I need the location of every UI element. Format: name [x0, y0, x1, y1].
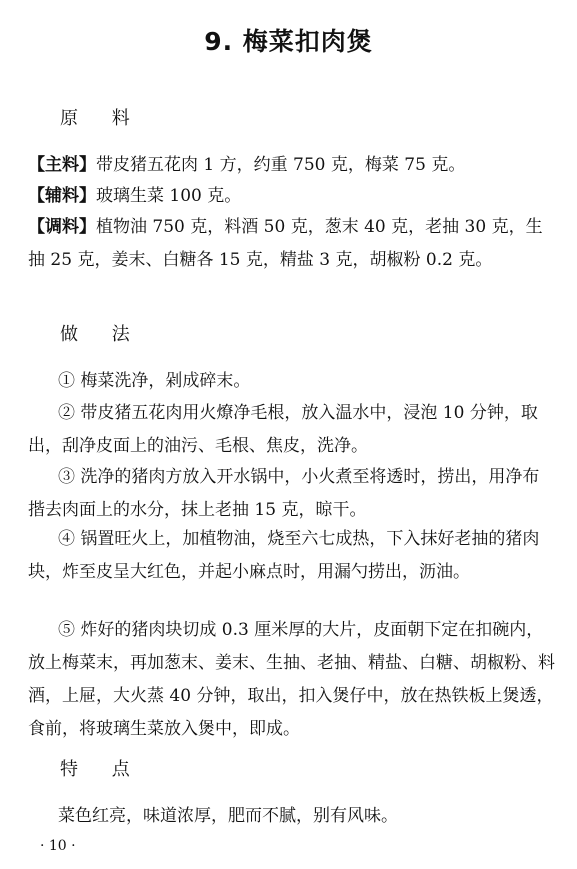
section-heading-method: 做 法: [60, 324, 144, 345]
ingredient-aux-text: 玻璃生菜 100 克。: [96, 186, 242, 206]
ingredient-main-label: 【主料】: [28, 155, 96, 175]
features-text: 菜色红亮，味道浓厚，肥而不腻，别有风味。: [58, 806, 398, 826]
page-number: · 10 ·: [40, 838, 76, 854]
page-title: 9. 梅菜扣肉煲: [204, 27, 373, 56]
ingredient-main: [28, 149, 556, 182]
section-heading-ingredients: 原 料: [60, 108, 144, 129]
method-step-5: ⑤ 炸好的猪肉块切成 0.3 厘米厚的大片，皮面朝下定在扣碗内，放上梅菜末，再加葱末、姜末、生抽、老抽、精盐、白糖、胡椒粉、料酒，上屉，大火蒸 40 分钟，取出，扣入煲仔中，放在热铁板上煲透，食前，将玻璃生菜放入煲中，即成。: [28, 620, 555, 739]
method-step-2: ② 带皮猪五花肉用火燎净毛根，放入温水中，浸泡 10 分钟，取出，刮净皮面上的油污、毛根、焦皮，洗净。: [28, 403, 538, 456]
ingredient-aux: [28, 180, 556, 213]
ingredient-main-text: 带皮猪五花肉 1 方，约重 750 克，梅菜 75 克。: [96, 155, 466, 175]
method-step-3: ③ 洗净的猪肉方放入开水锅中，小火煮至将透时，捞出，用净布揩去肉面上的水分，抹上老抽 15 克，晾干。: [28, 467, 540, 520]
ingredient-aux-label: 【辅料】: [28, 186, 96, 206]
ingredient-seasoning: [28, 211, 548, 277]
method-step-4: ④ 锅置旺火上，加植物油，烧至六七成热，下入抹好老抽的猪肉块，炸至皮呈大红色，并起小麻点时，用漏勺捞出，沥油。: [28, 529, 540, 582]
ingredient-seasoning-label: 【调料】: [28, 217, 96, 237]
section-heading-features: 特 点: [60, 759, 144, 780]
ingredient-seasoning-text: 植物油 750 克，料酒 50 克，葱末 40 克，老抽 30 克，生抽 25 克，姜末、白糖各 15 克，精盐 3 克，胡椒粉 0.2 克。: [28, 217, 543, 270]
method-step-1: ① 梅菜洗净，剁成碎末。: [58, 371, 251, 391]
